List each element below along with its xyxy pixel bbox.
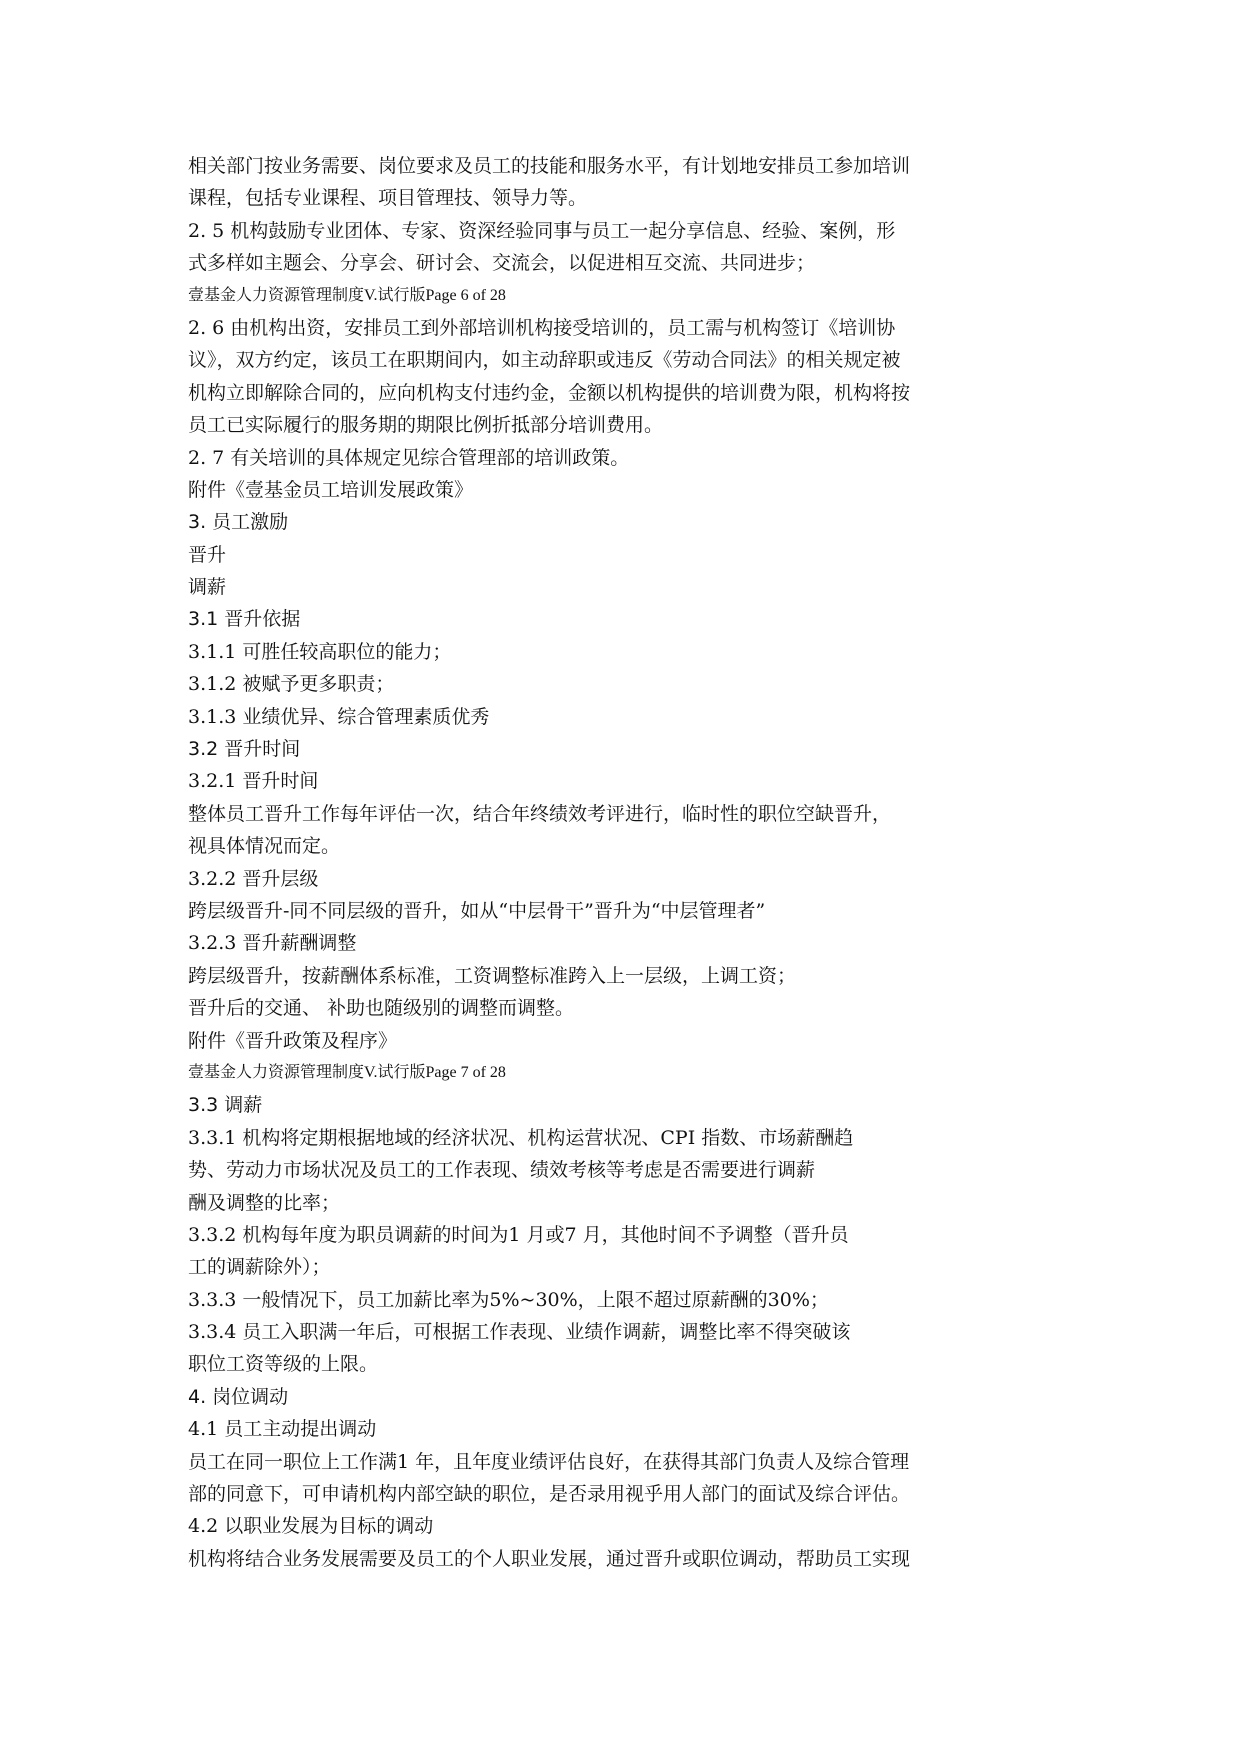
text-line: 3.3.2 机构每年度为职员调薪的时间为1 月或7 月，其他时间不予调整（晋升员: [188, 1223, 849, 1246]
text-line: 部的同意下，可申请机构内部空缺的职位，是否录用视乎用人部门的面试及综合评估。: [188, 1483, 911, 1506]
text-line: 员工已实际履行的服务期的期限比例折抵部分培训费用。: [188, 414, 664, 437]
text-line: 2. 5 机构鼓励专业团体、专家、资深经验同事与员工一起分享信息、经验、案例，形: [188, 219, 896, 242]
text-line: 整体员工晋升工作每年评估一次，结合年终绩效考评进行，临时性的职位空缺晋升，: [188, 802, 892, 825]
section-heading: 4. 岗位调动: [188, 1385, 289, 1408]
text-line: 跨层级晋升-同不同层级的晋升，如从“中层骨干”晋升为“中层管理者”: [188, 899, 766, 922]
text-line: 工的调薪除外）；: [188, 1256, 331, 1279]
document-body: [188, 150, 1088, 1575]
text-line: 4.2 以职业发展为目标的调动: [188, 1515, 434, 1538]
text-line: 3.2.2 晋升层级: [188, 867, 319, 890]
section-heading: 3.2 晋升时间: [188, 738, 301, 761]
text-line: 势、劳动力市场状况及员工的工作表现、绩效考核等考虑是否需要进行调薪: [188, 1159, 816, 1182]
section-heading: 3.3 调薪: [188, 1094, 263, 1117]
text-line: 晋升后的交通、 补助也随级别的调整而调整。: [188, 997, 575, 1020]
text-line: 2. 7 有关培训的具体规定见综合管理部的培训政策。: [188, 446, 630, 469]
text-line: 式多样如主题会、分享会、研讨会、交流会，以促进相互交流、共同进步；: [188, 252, 816, 275]
text-line: 3.3.4 员工入职满一年后，可根据工作表现、业绩作调薪，调整比率不得突破该: [188, 1321, 851, 1344]
text-line: 调薪: [188, 576, 227, 599]
text-line: 3.3.3 一般情况下，员工加薪比率为5%~30%，上限不超过原薪酬的30%；: [188, 1288, 829, 1311]
text-line: 3.2.1 晋升时间: [188, 770, 319, 793]
text-line: 3.2.3 晋升薪酬调整: [188, 932, 357, 955]
text-line: 3.1.2 被赋予更多职责；: [188, 673, 395, 696]
text-line: 机构将结合业务发展需要及员工的个人职业发展，通过晋升或职位调动，帮助员工实现: [188, 1547, 911, 1570]
text-line: 2. 6 由机构出资，安排员工到外部培训机构接受培训的，员工需与机构签订《培训协: [188, 316, 896, 339]
page-footer: 壹基金人力资源管理制度V.试行版Page 7 of 28: [188, 1063, 506, 1081]
text-line: 附件《晋升政策及程序》: [188, 1029, 398, 1052]
text-line: 课程，包括专业课程、项目管理技、领导力等。: [188, 187, 588, 210]
text-line: 酬及调整的比率；: [188, 1191, 341, 1214]
text-line: 跨层级晋升，按薪酬体系标准，工资调整标准跨入上一层级，上调工资；: [188, 964, 797, 987]
text-line: 附件《壹基金员工培训发展政策》: [188, 478, 474, 501]
text-line: 相关部门按业务需要、岗位要求及员工的技能和服务水平，有计划地安排员工参加培训: [188, 155, 911, 177]
text-line: 议》，双方约定，该员工在职期间内，如主动辞职或违反《劳动合同法》的相关规定被: [188, 349, 901, 372]
text-line: 3.3.1 机构将定期根据地域的经济状况、机构运营状况、CPI 指数、市场薪酬趋: [188, 1126, 854, 1149]
page-footer: 壹基金人力资源管理制度V.试行版Page 6 of 28: [188, 286, 506, 304]
text-line: 职位工资等级的上限。: [188, 1353, 379, 1376]
text-line: 机构立即解除合同的，应向机构支付违约金，金额以机构提供的培训费为限，机构将按: [188, 381, 911, 404]
text-line: 视具体情况而定。: [188, 835, 341, 858]
section-heading: 3. 员工激励: [188, 511, 289, 534]
text-line: 4.1 员工主动提出调动: [188, 1418, 377, 1441]
text-line: 3.1.1 可胜任较高职位的能力；: [188, 640, 452, 663]
section-heading: 3.1 晋升依据: [188, 608, 301, 631]
text-line: 员工在同一职位上工作满1 年，且年度业绩评估良好，在获得其部门负责人及综合管理: [188, 1450, 910, 1473]
text-line: 晋升: [188, 543, 227, 566]
text-line: 3.1.3 业绩优异、综合管理素质优秀: [188, 705, 490, 728]
